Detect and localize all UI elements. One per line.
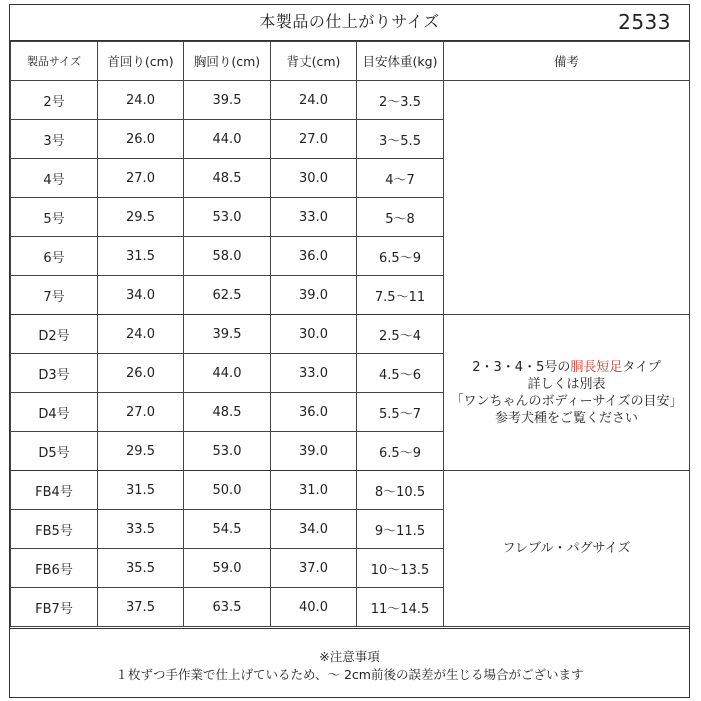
cell-weight: 10～13.5 — [357, 549, 444, 588]
cell-neck: 26.0 — [98, 120, 184, 159]
cell-back-length: 30.0 — [271, 315, 357, 354]
cell-size: FB7号 — [11, 588, 98, 627]
remark-dachs — [444, 315, 690, 471]
cell-neck: 27.0 — [98, 159, 184, 198]
cell-back-length: 39.0 — [271, 432, 357, 471]
cell-back-length: 37.0 — [271, 549, 357, 588]
cell-back-length: 27.0 — [271, 120, 357, 159]
cell-weight: 11～14.5 — [357, 588, 444, 627]
cell-back-length: 33.0 — [271, 198, 357, 237]
cell-back-length: 33.0 — [271, 354, 357, 393]
cell-chest: 63.5 — [184, 588, 271, 627]
cell-size: 2号 — [11, 81, 98, 120]
size-table — [10, 41, 690, 627]
cell-size: 6号 — [11, 237, 98, 276]
product-code: 2533 — [618, 10, 671, 34]
table-row — [11, 471, 690, 510]
title-bar — [10, 5, 689, 41]
header-chest: 胸回り(cm) — [184, 42, 271, 81]
cell-neck: 31.5 — [98, 471, 184, 510]
header-neck: 首回り(cm) — [98, 42, 184, 81]
cell-weight: 8～10.5 — [357, 471, 444, 510]
cell-chest: 54.5 — [184, 510, 271, 549]
cell-size: 3号 — [11, 120, 98, 159]
cell-weight: 9～11.5 — [357, 510, 444, 549]
cell-neck: 37.5 — [98, 588, 184, 627]
cell-neck: 34.0 — [98, 276, 184, 315]
header-back-length: 背丈(cm) — [271, 42, 357, 81]
header-remarks: 備考 — [444, 42, 690, 81]
cell-back-length: 40.0 — [271, 588, 357, 627]
cell-size: D2号 — [11, 315, 98, 354]
cell-size: FB4号 — [11, 471, 98, 510]
cell-weight: 6.5～9 — [357, 432, 444, 471]
cell-chest: 39.5 — [184, 315, 271, 354]
cell-neck: 29.5 — [98, 198, 184, 237]
cell-weight: 5～8 — [357, 198, 444, 237]
cell-back-length: 34.0 — [271, 510, 357, 549]
cell-size: D5号 — [11, 432, 98, 471]
header-weight: 目安体重(kg) — [357, 42, 444, 81]
cell-back-length: 36.0 — [271, 237, 357, 276]
remark-dachs-line3: 「ワンちゃんのボディーサイズの目安」 — [450, 393, 683, 409]
cell-weight: 4～7 — [357, 159, 444, 198]
remark-standard — [444, 81, 690, 315]
cell-neck: 31.5 — [98, 237, 184, 276]
cell-chest: 59.0 — [184, 549, 271, 588]
highlight-text: 胴長短足 — [570, 359, 623, 375]
cell-chest: 53.0 — [184, 198, 271, 237]
cell-back-length: 24.0 — [271, 81, 357, 120]
cell-back-length: 30.0 — [271, 159, 357, 198]
remark-frenchbull: フレブル・パグサイズ — [444, 471, 690, 627]
remark-dachs-line2: 詳しくは別表 — [527, 376, 606, 392]
cell-neck: 24.0 — [98, 315, 184, 354]
cell-chest: 48.5 — [184, 159, 271, 198]
cell-size: 4号 — [11, 159, 98, 198]
cell-chest: 62.5 — [184, 276, 271, 315]
notes-body: １枚ずつ手作業で仕上げているため、～ 2cm前後の誤差が生じる場合がございます — [115, 667, 584, 682]
cell-neck: 24.0 — [98, 81, 184, 120]
cell-size: FB6号 — [11, 549, 98, 588]
page-title: 本製品の仕上がりサイズ — [259, 12, 440, 31]
cell-neck: 26.0 — [98, 354, 184, 393]
header-size: 製品サイズ — [11, 42, 98, 81]
cell-neck: 35.5 — [98, 549, 184, 588]
cell-weight: 7.5～11 — [357, 276, 444, 315]
notes-heading: ※注意事項 — [319, 649, 380, 664]
cell-neck: 29.5 — [98, 432, 184, 471]
cell-size: FB5号 — [11, 510, 98, 549]
cell-chest: 44.0 — [184, 354, 271, 393]
cell-size: 5号 — [11, 198, 98, 237]
cell-chest: 48.5 — [184, 393, 271, 432]
cell-chest: 58.0 — [184, 237, 271, 276]
cell-size: D4号 — [11, 393, 98, 432]
cell-weight: 5.5～7 — [357, 393, 444, 432]
cell-size: D3号 — [11, 354, 98, 393]
cell-weight: 6.5～9 — [357, 237, 444, 276]
size-chart-sheet — [9, 4, 690, 698]
cell-chest: 53.0 — [184, 432, 271, 471]
header-row — [11, 42, 690, 81]
cell-chest: 44.0 — [184, 120, 271, 159]
cell-back-length: 39.0 — [271, 276, 357, 315]
cell-chest: 50.0 — [184, 471, 271, 510]
remark-dachs-line1: 2・3・4・5号の胴長短足タイプ — [472, 359, 661, 375]
notes-section — [10, 628, 689, 698]
table-row — [11, 81, 690, 120]
cell-weight: 4.5～6 — [357, 354, 444, 393]
cell-weight: 3～5.5 — [357, 120, 444, 159]
cell-weight: 2～3.5 — [357, 81, 444, 120]
cell-back-length: 31.0 — [271, 471, 357, 510]
table-row — [11, 315, 690, 354]
cell-weight: 2.5～4 — [357, 315, 444, 354]
cell-back-length: 36.0 — [271, 393, 357, 432]
cell-size: 7号 — [11, 276, 98, 315]
cell-neck: 27.0 — [98, 393, 184, 432]
cell-neck: 33.5 — [98, 510, 184, 549]
cell-chest: 39.5 — [184, 81, 271, 120]
remark-dachs-line4: 参考犬種をご覧ください — [494, 410, 638, 426]
